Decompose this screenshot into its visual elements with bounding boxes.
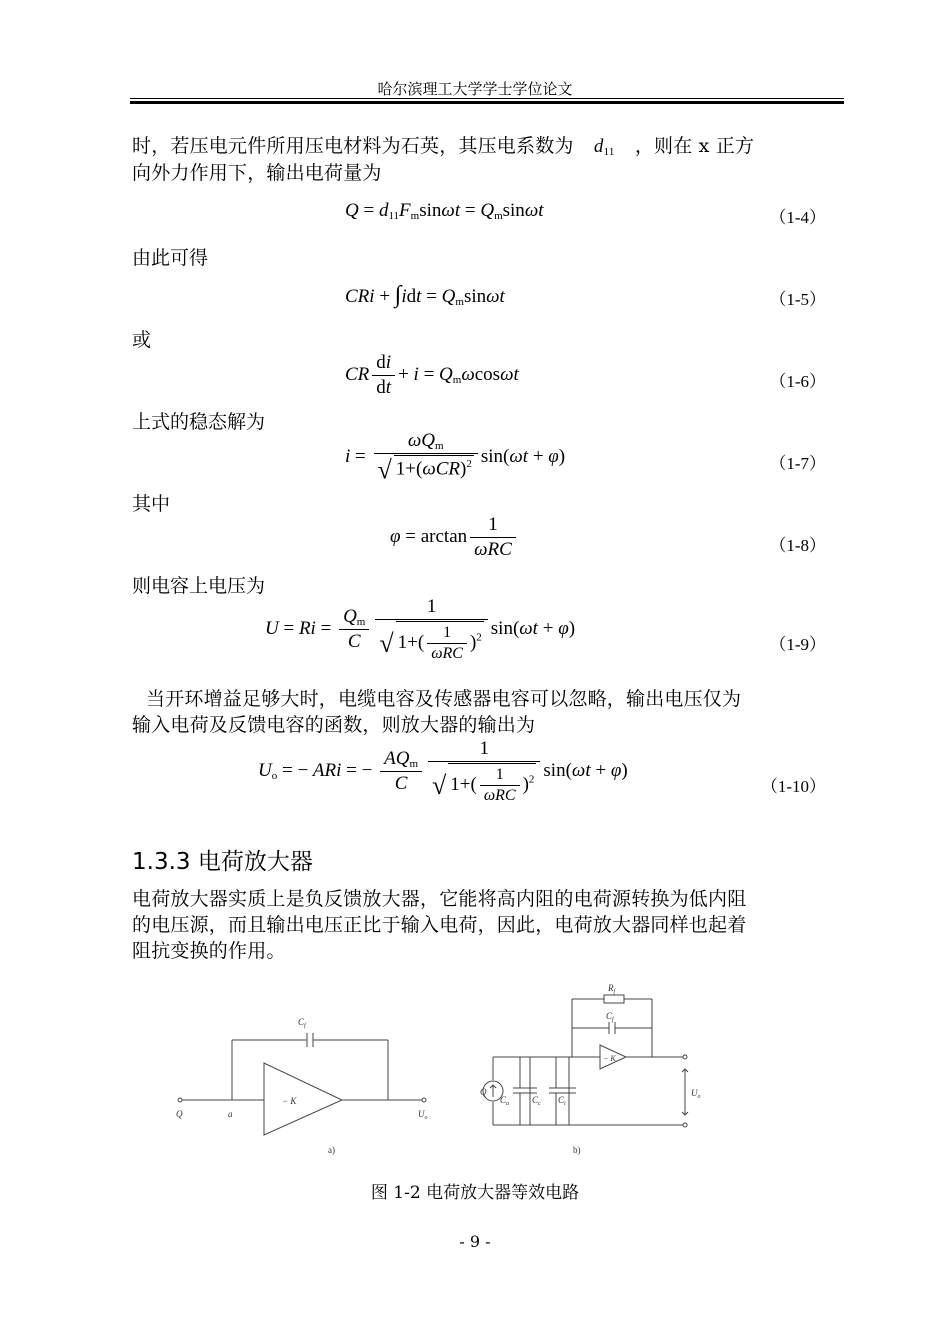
circuit-b: [480, 983, 701, 1155]
paragraph-2: 由此可得: [132, 247, 209, 269]
paragraph-7-line-2: 输入电荷及反馈电容的函数，则放大器的输出为: [132, 714, 536, 736]
label-uo: $U_o$: [418, 1109, 428, 1121]
label-uo-b: $U_o$: [691, 1088, 701, 1100]
paragraph-6: 则电容上电压为: [132, 575, 266, 597]
label-cf-b: $C_f$: [606, 1011, 614, 1023]
equation-number: （1-7）: [769, 454, 826, 473]
subfigure-label-a: a): [328, 1145, 335, 1155]
figure-caption: 图 1-2 电荷放大器等效电路: [370, 1183, 580, 1203]
equation-number: （1-6）: [769, 372, 826, 391]
label-q: Q: [176, 1109, 183, 1119]
text-run: 时，若压电元件所用压电材料为石英，其压电系数为: [132, 135, 574, 157]
paragraph-5: 其中: [132, 493, 171, 515]
label-cc: $C_c$: [532, 1095, 541, 1107]
running-header: 哈尔滨理工大学学士学位论文: [377, 80, 573, 98]
paragraph-8-line-1: 电荷放大器实质上是负反馈放大器，它能将高内阻的电荷源转换为低内阻: [132, 888, 747, 910]
page-number: - 9 -: [459, 1232, 491, 1251]
text-run: ，则在 x 正方: [634, 135, 755, 157]
equation-1-8: φ = arctan $\frac{1}{\text{ωRC}}$: [390, 514, 519, 561]
charge-amplifier-circuit-figure: [160, 975, 740, 1160]
label-gain: − K: [282, 1096, 297, 1106]
label-cf: $C_f$: [298, 1017, 306, 1029]
label-ci: $C_i$: [558, 1095, 566, 1107]
header-rule-thick: [130, 101, 844, 104]
circuit-a: [176, 1017, 428, 1155]
equation-1-5: CRi + $\int idt = Q_m\sin\omega t$: [345, 282, 505, 308]
section-heading: 1.3.3 电荷放大器: [132, 849, 313, 875]
equation-number: （1-10）: [760, 777, 826, 796]
label-ca: $C_a$: [500, 1095, 510, 1107]
equation-number: （1-5）: [769, 290, 826, 309]
equation-1-7: i = $\frac{\omega Q_m}{√ 1+(\omega CR)^2}$ sin(ωt + φ): [345, 430, 566, 485]
paragraph-1-line-2: 向外力作用下，输出电荷量为: [132, 162, 382, 184]
equation-number: （1-9）: [769, 635, 826, 654]
equation-number: （1-8）: [769, 536, 826, 555]
paragraph-8-line-3: 阻抗变换的作用。: [132, 940, 286, 962]
paragraph-8-line-2: 的电压源，而且输出电压正比于输入电荷，因此，电荷放大器同样也起着: [132, 914, 747, 936]
equation-1-9: U = Ri = $\frac{Q_m}{C}$ 1 √ 1+( $\frac{1}{\text{ωRC}}$ )$^2$ sin(ωt + φ): [265, 596, 576, 662]
label-a: a: [228, 1109, 233, 1119]
symbol-d11: $d_{11}$: [593, 136, 615, 158]
label-q-source: Q: [480, 1087, 487, 1097]
equation-1-10: $U_o$ = − ARi = − $\frac{AQ_m}{C}$ 1 √ 1+( $\frac{1}{\text{ωRC}}$ )$^2$ sin(ωt + φ): [258, 738, 628, 804]
equation-number: （1-4）: [769, 208, 826, 227]
equation-1-6: CR $\frac{di}{dt}$ + $i = Q_m\omega\cos\omega t$: [345, 352, 519, 398]
equation-1-4: $Q = d_{11}F_m\sin\omega t = Q_m\sin\omega t$: [345, 200, 544, 222]
paragraph-7-line-1: 当开环增益足够大时，电缆电容及传感器电容可以忽略，输出电压仅为: [146, 688, 742, 710]
subfigure-label-b: b): [573, 1145, 581, 1155]
label-gain-b: − K: [603, 1054, 616, 1063]
paragraph-3: 或: [132, 329, 152, 351]
paragraph-4: 上式的稳态解为: [132, 411, 266, 433]
label-rf: $R_f$: [608, 983, 616, 995]
header-rule-thin: [130, 98, 844, 99]
